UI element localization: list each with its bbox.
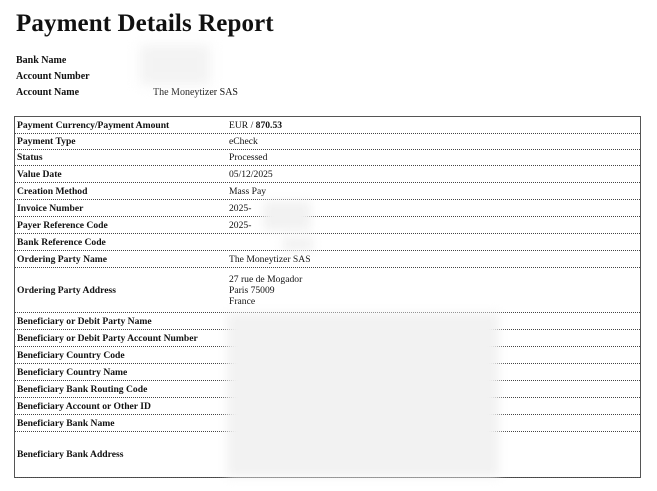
table-row — [15, 234, 640, 251]
table-row — [15, 134, 640, 150]
row-label: Bank Reference Code — [17, 236, 106, 248]
account-name-row — [16, 85, 238, 101]
table-row — [15, 117, 640, 134]
address-line: France — [229, 295, 256, 307]
row-label: Ordering Party Name — [17, 253, 108, 265]
table-row — [15, 251, 640, 268]
table-row — [15, 200, 640, 217]
row-label: Beneficiary Account or Other ID — [17, 400, 151, 412]
row-value: 2025- — [229, 202, 252, 214]
row-label: Value Date — [17, 168, 62, 180]
row-value: 05/12/2025 — [229, 168, 273, 180]
row-label: Payment Type — [17, 136, 76, 147]
row-label: Beneficiary or Debit Party Name — [17, 315, 152, 327]
redacted-beneficiary-details — [227, 313, 499, 477]
row-value: 2025- — [229, 219, 252, 231]
table-row — [15, 268, 640, 313]
account-number-label: Account Number — [16, 71, 90, 82]
redacted-bank-reference — [283, 237, 313, 251]
table-row — [15, 183, 640, 200]
row-label: Creation Method — [17, 185, 88, 197]
row-value: Processed — [229, 152, 268, 163]
row-label: Payer Reference Code — [17, 219, 108, 231]
redacted-bank-details — [140, 45, 210, 85]
page-title: Payment Details Report — [16, 10, 274, 37]
address-line: 27 rue de Mogador — [229, 273, 303, 285]
row-value: Mass Pay — [229, 185, 267, 197]
row-label: Payment Currency/Payment Amount — [17, 119, 170, 131]
row-label: Beneficiary Bank Name — [17, 417, 115, 429]
row-label: Status — [17, 152, 43, 163]
table-row — [15, 166, 640, 183]
payment-amount-value: EUR / 870.53 — [229, 119, 283, 131]
ordering-party-address — [229, 274, 302, 307]
row-value: eCheck — [229, 136, 258, 147]
redacted-invoice-number — [263, 201, 311, 231]
row-label: Beneficiary Bank Routing Code — [17, 383, 148, 395]
row-value: The Moneytizer SAS — [229, 253, 311, 265]
row-label: Ordering Party Address — [17, 284, 116, 296]
address-line: Paris 75009 — [229, 284, 275, 296]
account-name-label: Account Name — [16, 87, 80, 98]
payment-details-table — [14, 116, 641, 478]
account-name-value: The Moneytizer SAS — [153, 87, 238, 98]
table-row — [15, 217, 640, 234]
row-label: Beneficiary Bank Address — [17, 449, 124, 460]
row-label: Beneficiary Country Name — [17, 366, 128, 378]
bank-name-label: Bank Name — [16, 55, 67, 66]
row-label: Beneficiary or Debit Party Account Number — [17, 332, 198, 344]
row-label: Invoice Number — [17, 202, 84, 214]
table-row — [15, 150, 640, 166]
row-label: Beneficiary Country Code — [17, 349, 125, 361]
